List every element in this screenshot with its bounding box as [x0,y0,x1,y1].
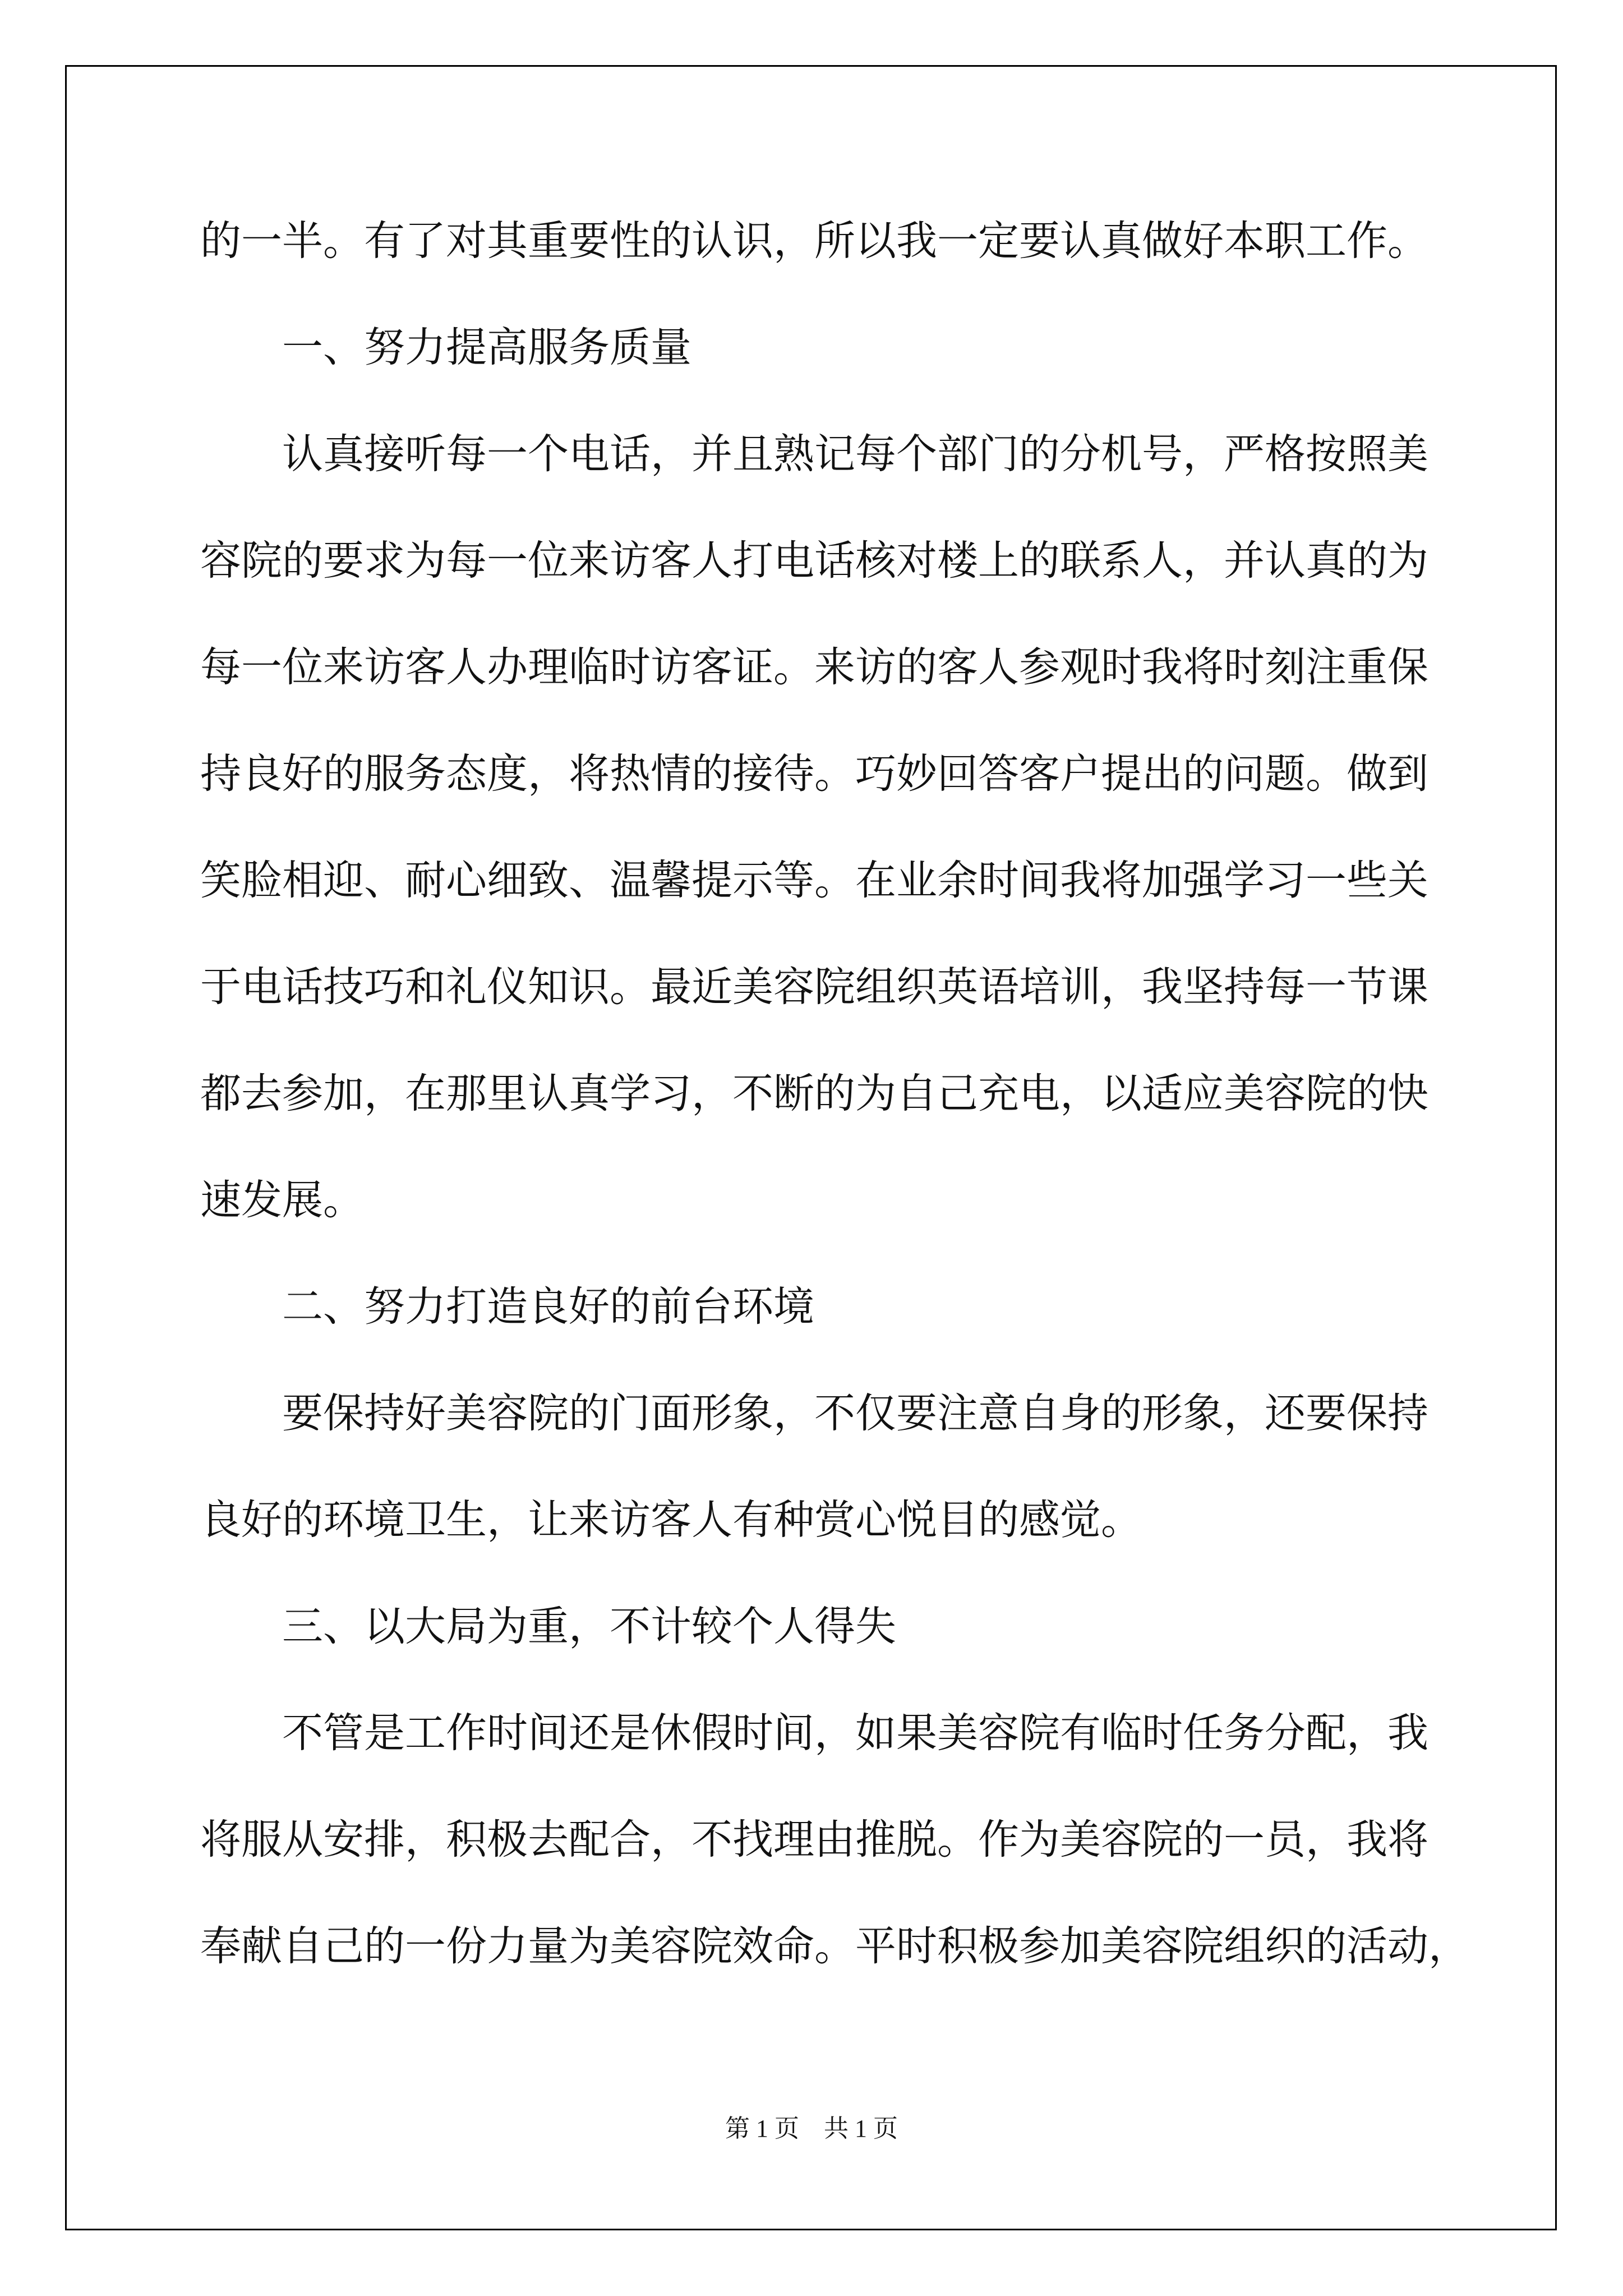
page-footer: 第 1 页 共 1 页 [725,2115,898,2142]
text-line: 不管是工作时间还是休假时间，如果美容院有临时任务分配，我 [282,1709,1428,1757]
text-line: 每一位来访客人办理临时访客证。来访的客人参观时我将时刻注重保 [200,643,1428,691]
text-line: 要保持好美容院的门面形象，不仅要注意自身的形象，还要保持 [282,1389,1428,1437]
section-heading: 二、努力打造良好的前台环境 [282,1283,814,1331]
text-line: 都去参加，在那里认真学习，不断的为自己充电，以适应美容院的快 [200,1070,1428,1117]
section-heading: 一、努力提高服务质量 [282,324,691,371]
text-line: 速发展。 [200,1176,364,1224]
text-line: 将服从安排，积极去配合，不找理由推脱。作为美容院的一员，我将 [200,1816,1428,1864]
text-line: 认真接听每一个电话，并且熟记每个部门的分机号，严格按照美 [282,430,1428,478]
text-line: 持良好的服务态度，将热情的接待。巧妙回答客户提出的问题。做到 [200,750,1428,798]
text-line: 奉献自己的一份力量为美容院效命。平时积极参加美容院组织的活动， [200,1922,1469,1970]
text-line: 笑脸相迎、耐心细致、温馨提示等。在业余时间我将加强学习一些关 [200,857,1428,904]
text-line: 良好的环境卫生，让来访客人有种赏心悦目的感觉。 [200,1496,1142,1544]
text-line: 容院的要求为每一位来访客人打电话核对楼上的联系人，并认真的为 [200,537,1428,585]
text-line: 的一半。有了对其重要性的认识，所以我一定要认真做好本职工作。 [200,217,1428,265]
page-border [65,65,1557,2230]
text-line: 于电话技巧和礼仪知识。最近美容院组织英语培训，我坚持每一节课 [200,963,1428,1011]
section-heading: 三、以大局为重，不计较个人得失 [282,1603,896,1650]
